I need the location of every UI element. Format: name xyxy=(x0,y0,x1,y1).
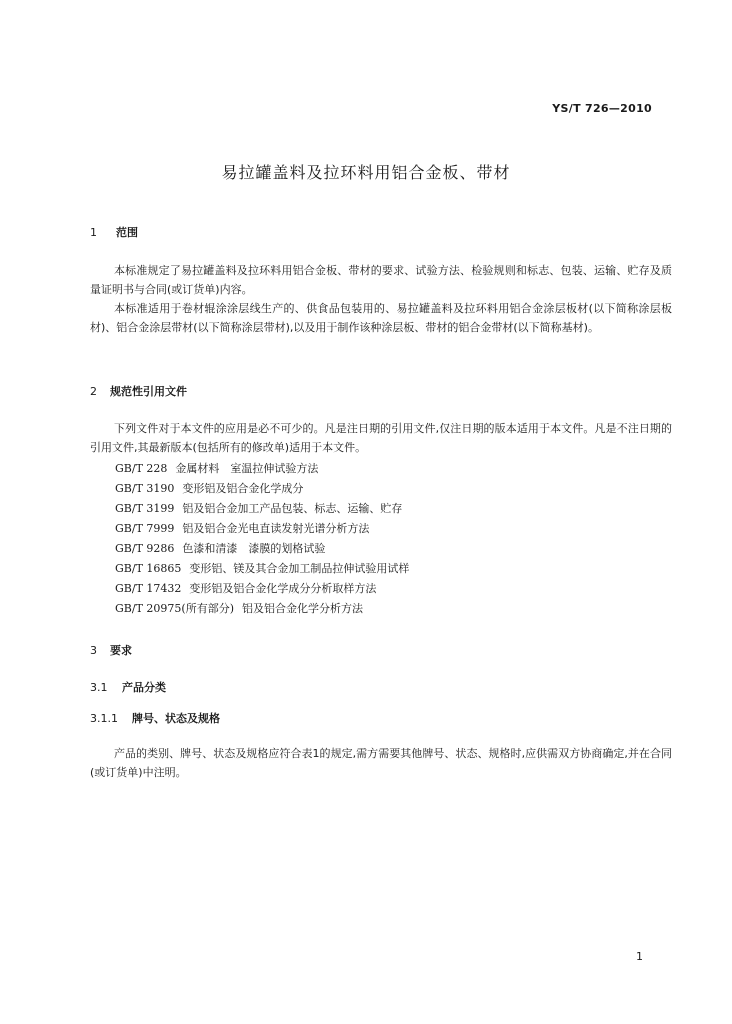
section-number: 3.1.1 xyxy=(90,712,118,725)
section-3-heading xyxy=(90,642,132,658)
normative-references-list xyxy=(115,459,409,619)
reference-code: GB/T 20975(所有部分) xyxy=(115,602,234,615)
section-number: 3.1 xyxy=(90,681,108,694)
page-number: 1 xyxy=(636,950,643,963)
reference-title: 铝及铝合金加工产品包装、标志、运输、贮存 xyxy=(182,502,403,515)
section-2-intro: 下列文件对于本文件的应用是必不可少的。凡是注日期的引用文件,仅注日期的版本适用于本文件。凡是不注日期的引用文件,其最新版本(包括所有的修改单)适用于本文件。 xyxy=(90,422,672,454)
reference-item xyxy=(115,559,409,579)
section-title: 范围 xyxy=(116,226,138,239)
reference-code: GB/T 228 xyxy=(115,462,168,475)
section-title: 要求 xyxy=(110,644,132,657)
reference-title: 铝及铝合金化学分析方法 xyxy=(242,602,363,615)
reference-title: 变形铝及铝合金化学成分分析取样方法 xyxy=(189,582,377,595)
reference-item xyxy=(115,579,409,599)
reference-code: GB/T 16865 xyxy=(115,562,182,575)
reference-item xyxy=(115,539,409,559)
reference-item xyxy=(115,519,409,539)
reference-code: GB/T 17432 xyxy=(115,582,182,595)
section-3-1-heading xyxy=(90,679,166,695)
reference-code: GB/T 9286 xyxy=(115,542,175,555)
standard-code: YS/T 726—2010 xyxy=(552,102,652,115)
section-number: 2 xyxy=(90,385,97,398)
reference-title: 变形铝及铝合金化学成分 xyxy=(182,482,304,495)
section-1-heading xyxy=(90,224,138,240)
section-1-paragraph-2: 本标准适用于卷材辊涂涂层线生产的、供食品包装用的、易拉罐盖料及拉环料用铝合金涂层板材(以下简称涂层板材)、铝合金涂层带材(以下简称涂层带材),以及用于制作该种涂层板、带材的铝合金带材(以下简称基材)。 xyxy=(90,302,672,334)
section-3-1-1-heading xyxy=(90,710,220,726)
reference-item xyxy=(115,459,409,479)
reference-title: 变形铝、镁及其合金加工制品拉伸试验用试样 xyxy=(189,562,410,575)
reference-code: GB/T 7999 xyxy=(115,522,175,535)
reference-item xyxy=(115,499,409,519)
reference-title: 铝及铝合金光电直读发射光谱分析方法 xyxy=(182,522,370,535)
section-3-1-1-paragraph: 产品的类别、牌号、状态及规格应符合表1的规定,需方需要其他牌号、状态、规格时,应供需双方协商确定,并在合同(或订货单)中注明。 xyxy=(90,747,672,779)
reference-item xyxy=(115,599,409,619)
section-title: 规范性引用文件 xyxy=(110,385,187,398)
section-title: 产品分类 xyxy=(122,681,166,694)
reference-item xyxy=(115,479,409,499)
reference-title: 金属材料 室温拉伸试验方法 xyxy=(175,462,319,475)
section-number: 1 xyxy=(90,226,97,239)
section-title: 牌号、状态及规格 xyxy=(132,712,220,725)
reference-code: GB/T 3199 xyxy=(115,502,175,515)
document-title: 易拉罐盖料及拉环料用铝合金板、带材 xyxy=(221,163,511,182)
section-number: 3 xyxy=(90,644,97,657)
section-2-heading xyxy=(90,383,187,399)
reference-code: GB/T 3190 xyxy=(115,482,175,495)
section-1-paragraph-1: 本标准规定了易拉罐盖料及拉环料用铝合金板、带材的要求、试验方法、检验规则和标志、包装、运输、贮存及质量证明书与合同(或订货单)内容。 xyxy=(90,264,672,296)
reference-title: 色漆和清漆 漆膜的划格试验 xyxy=(182,542,326,555)
